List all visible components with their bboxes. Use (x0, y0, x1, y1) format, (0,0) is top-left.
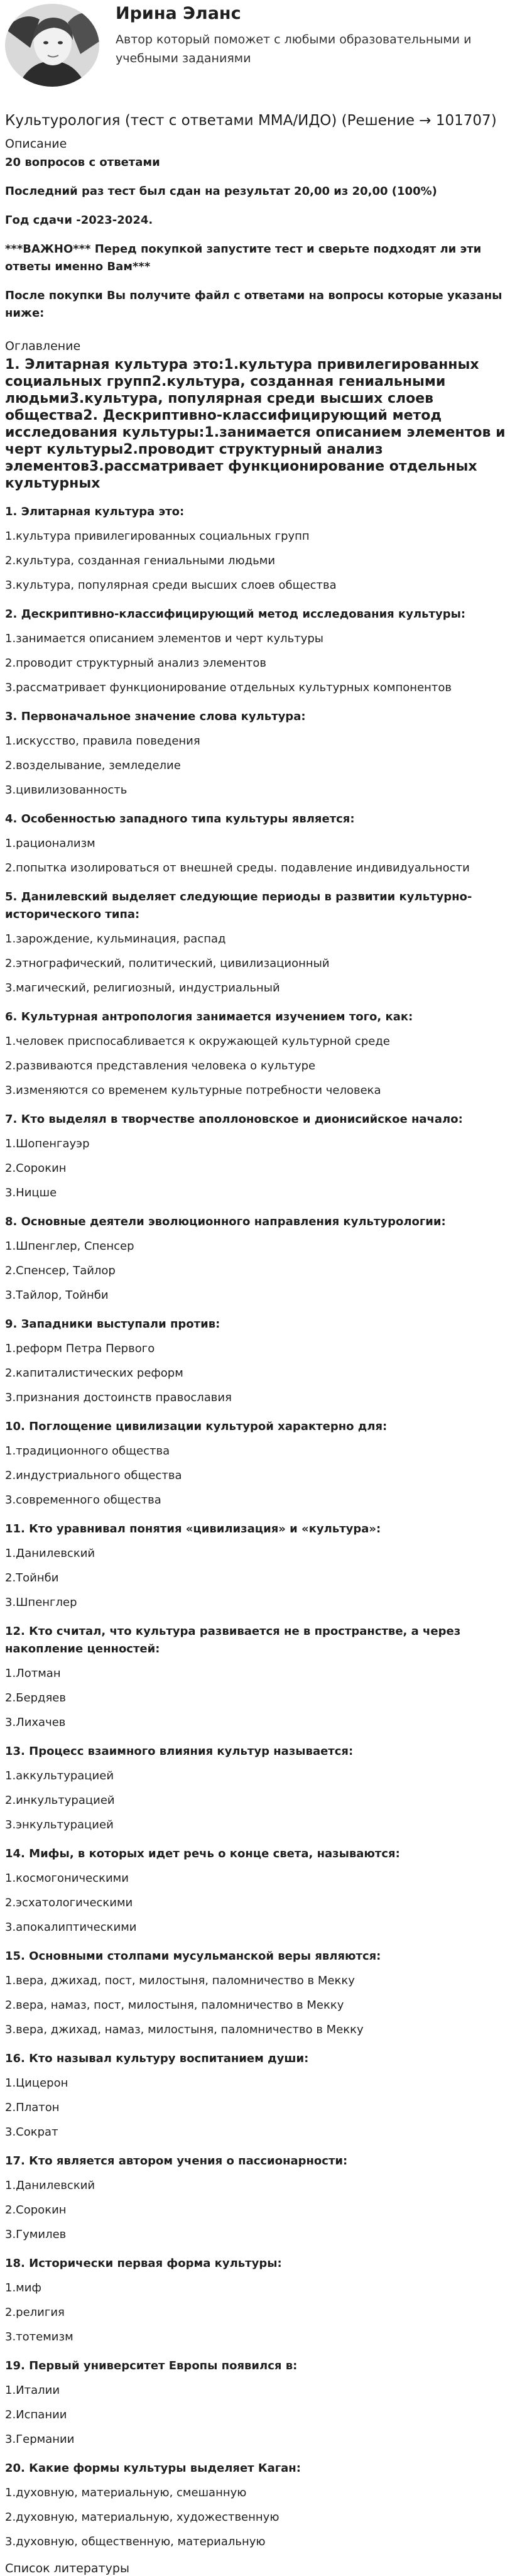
answer-option: 2.вера, намаз, пост, милостыня, паломничество в Мекку (5, 1999, 344, 2012)
answer-option: 3.признания достоинств православия (5, 1391, 232, 1404)
answer-option: 2.Платон (5, 2101, 60, 2114)
answer-option: 2.возделывание, земледелие (5, 759, 181, 772)
answer-option: 2.Бердяев (5, 1691, 66, 1705)
answer-option: 1.занимается описанием элементов и черт культуры (5, 632, 323, 645)
answer-option: 2.Испании (5, 2408, 67, 2421)
question-block (5, 708, 527, 799)
answer-option: 1.традиционного общества (5, 1444, 170, 1458)
question-title: 18. Исторически первая форма культуры: (5, 2257, 282, 2270)
question-title: 13. Процесс взаимного влияния культур называется: (5, 1745, 354, 1758)
answer-option: 2.Сорокин (5, 1162, 67, 1175)
question-block (5, 606, 527, 697)
question-block (5, 888, 527, 997)
toc-label: Оглавление (5, 339, 81, 353)
references-label: Список литературы (5, 2562, 129, 2575)
answer-option: 3.рассматривает функционирование отдельных культурных компонентов (5, 681, 452, 694)
answer-option: 1.Шопенгауэр (5, 1137, 90, 1150)
question-block (5, 1111, 527, 1202)
answer-option: 2.попытка изолироваться от внешней среды. подавление индивидуальности (5, 861, 470, 875)
answer-option: 1.вера, джихад, пост, милостыня, паломничество в Мекку (5, 1974, 355, 1987)
answer-option: 1.космогоническими (5, 1872, 129, 1885)
question-title: 9. Западники выступали против: (5, 1318, 220, 1331)
answer-option: 2.религия (5, 2306, 65, 2319)
question-block (5, 810, 527, 877)
answer-option: 3.Германии (5, 2433, 75, 2446)
answer-option: 2.культура, созданная гениальными людьми (5, 554, 276, 567)
question-title: 19. Первый университет Европы появился в: (5, 2359, 298, 2372)
author-card[interactable] (0, 0, 532, 110)
answer-option: 1.миф (5, 2281, 41, 2295)
answer-option: 2.Сорокин (5, 2203, 67, 2217)
question-title: 7. Кто выделял в творчестве аполлоновское и дионисийское начало: (5, 1113, 463, 1126)
answer-option: 1.Лотман (5, 1667, 61, 1680)
answer-option: 3.культура, популярная среди высших слоев общества (5, 579, 337, 592)
question-block (5, 1623, 527, 1732)
answer-option: 1.человек приспосабливается к окружающей культурной среде (5, 1035, 390, 1048)
answer-option: 2.духовную, материальную, художественную (5, 2511, 280, 2524)
question-title: 4. Особенностью западного типа культуры является: (5, 812, 355, 826)
meta-last-result: Последний раз тест был сдан на результат 20,00 из 20,00 (100%) (5, 185, 437, 198)
answer-option: 3.Тайлор, Тойнби (5, 1289, 109, 1302)
question-title: 3. Первоначальное значение слова культура: (5, 710, 306, 723)
question-block (5, 1845, 527, 1936)
meta-important-note: ***ВАЖНО*** Перед покупкой запустите тест и сверьте подходят ли эти ответы именно Вам*** (5, 243, 482, 273)
answer-option: 1.Данилевский (5, 2179, 95, 2192)
answer-option: 3.Гумилев (5, 2228, 67, 2241)
question-title: 2. Дескриптивно-классифицирующий метод исследования культуры: (5, 608, 466, 621)
author-name[interactable]: Ирина Эланс (116, 4, 241, 23)
question-title: 14. Мифы, в которых идет речь о конце света, называются: (5, 1847, 400, 1860)
answer-option: 3.Шпенглер (5, 1596, 77, 1609)
answer-option: 1.Данилевский (5, 1547, 95, 1560)
question-block (5, 1743, 527, 1834)
question-list (5, 503, 527, 2551)
meta-after-purchase: После покупки Вы получите файл с ответами на вопросы которые указаны ниже: (5, 289, 502, 320)
author-description: Автор который поможет с любыми образовательными и учебными заданиями (116, 33, 472, 65)
question-block (5, 1008, 527, 1100)
answer-option: 1.духовную, материальную, смешанную (5, 2486, 247, 2499)
answer-option: 3.современного общества (5, 1493, 161, 1507)
author-avatar[interactable] (5, 4, 99, 87)
question-block (5, 2357, 527, 2448)
document-content (0, 110, 532, 2576)
question-block (5, 1213, 527, 1304)
answer-option: 2.Тойнби (5, 1571, 59, 1585)
answer-option: 3.Лихачев (5, 1716, 66, 1729)
question-block (5, 2255, 527, 2346)
question-title: 20. Какие формы культуры выделяет Каган: (5, 2462, 301, 2475)
answer-option: 3.тотемизм (5, 2330, 73, 2344)
answer-option: 1.реформ Петра Первого (5, 1342, 155, 1355)
answer-option: 3.энкультурацией (5, 1818, 114, 1831)
answer-option: 3.апокалиптическими (5, 1921, 137, 1934)
question-title: 6. Культурная антропология занимается изучением того, как: (5, 1010, 413, 1023)
answer-option: 1.рационализм (5, 837, 95, 850)
question-block (5, 2153, 527, 2244)
answer-option: 2.капиталистических реформ (5, 1367, 183, 1380)
meta-question-count: 20 вопросов с ответами (5, 156, 160, 169)
answer-option: 2.индустриального общества (5, 1469, 182, 1482)
answer-option: 2.проводит структурный анализ элементов (5, 657, 266, 670)
answer-option: 2.этнографический, политический, цивилизационный (5, 957, 330, 970)
question-title: 16. Кто называл культуру воспитанием души: (5, 2052, 309, 2065)
question-title: 15. Основными столпами мусульманской веры являются: (5, 1950, 381, 1963)
answer-option: 3.Сократ (5, 2126, 58, 2139)
answer-option: 3.цивилизованность (5, 783, 128, 797)
toc-title: 1. Элитарная культура это:1.культура привилегированных социальных групп2.культура, созданная гениальными людьми3.культура, популярная среди высших слоев общества2. Дескриптивно-классифицирующий метод исследования культуры:1.занимается описанием элементов и черт культуры2.проводит структурный анализ элементов3.рассматривает функционирование отдельных культурных (5, 357, 506, 491)
answer-option: 1.культура привилегированных социальных групп (5, 530, 310, 543)
answer-option: 3.вера, джихад, намаз, милостыня, паломничество в Мекку (5, 2023, 364, 2036)
answer-option: 3.духовную, общественную, материальную (5, 2535, 266, 2548)
question-block (5, 1520, 527, 1612)
answer-option: 2.эсхатологическими (5, 1896, 133, 1909)
answer-option: 1.зарождение, кульминация, распад (5, 932, 226, 946)
question-title: 17. Кто является автором учения о пассионарности: (5, 2154, 348, 2168)
question-block (5, 2460, 527, 2551)
answer-option: 1.аккультурацией (5, 1769, 114, 1782)
question-block (5, 1316, 527, 1407)
question-block (5, 1948, 527, 2039)
answer-option: 1.искусство, правила поведения (5, 734, 200, 748)
avatar-portrait-image (5, 4, 99, 87)
question-title: 12. Кто считал, что культура развивается не в пространстве, а через накопление ценностей: (5, 1625, 461, 1656)
question-title: 11. Кто уравнивал понятия «цивилизация» и «культура»: (5, 1522, 381, 1536)
answer-option: 3.Ницше (5, 1186, 57, 1199)
question-title: 8. Основные деятели эволюционного направления культурологии: (5, 1215, 446, 1228)
answer-option: 2.Спенсер, Тайлор (5, 1264, 116, 1277)
answer-option: 3.изменяются со временем культурные потребности человека (5, 1084, 381, 1097)
question-title: 5. Данилевский выделяет следующие периоды в развитии культурно-исторического типа: (5, 890, 472, 921)
answer-option: 3.магический, религиозный, индустриальный (5, 981, 280, 995)
answer-option: 1.Шпенглер, Спенсер (5, 1240, 134, 1253)
description-label: Описание (5, 137, 67, 151)
question-title: 1. Элитарная культура это: (5, 505, 185, 518)
answer-option: 2.развиваются представления человека о культуре (5, 1059, 316, 1072)
question-title: 10. Поглощение цивилизации культурой характерно для: (5, 1420, 388, 1433)
answer-option: 2.инкультурацией (5, 1794, 115, 1807)
meta-year: Год сдачи -2023-2024. (5, 214, 153, 227)
question-block (5, 503, 527, 594)
answer-option: 1.Цицерон (5, 2077, 68, 2090)
question-block (5, 2050, 527, 2141)
answer-option: 1.Италии (5, 2384, 60, 2397)
document-title: Культурология (тест с ответами ММА/ИДО) (Решение → 101707) (5, 112, 497, 129)
question-block (5, 1418, 527, 1509)
